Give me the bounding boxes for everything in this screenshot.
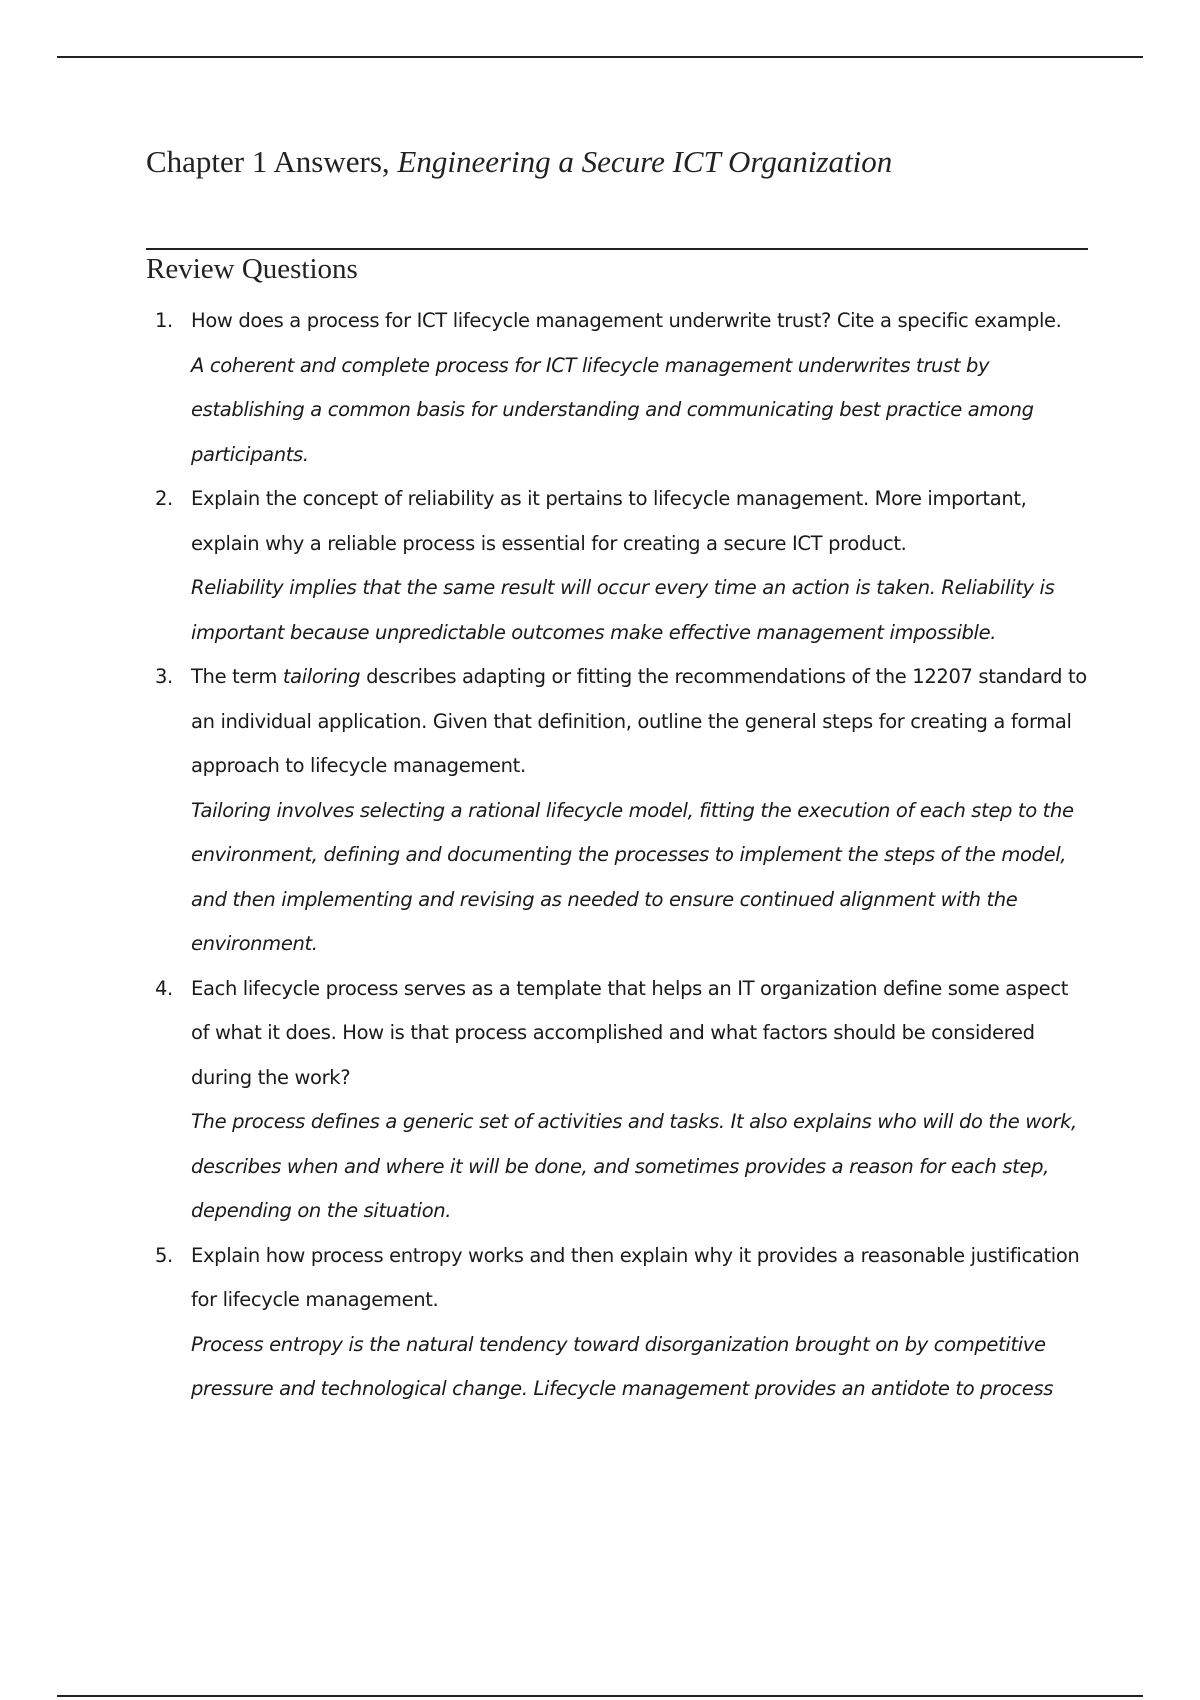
question-item-1 (146, 299, 1091, 477)
question-text: Explain the concept of reliability as it pertains to lifecycle management. More important, explain why a reliable process is essential for creating a secure ICT product. (191, 487, 1027, 555)
review-questions-list (146, 299, 1091, 1412)
question-text: How does a process for ICT lifecycle management underwrite trust? Cite a specific example. (191, 309, 1062, 332)
document-title (146, 142, 892, 182)
question-number: 5. (155, 1243, 173, 1267)
question-item-2 (146, 477, 1091, 655)
answer-text: Tailoring involves selecting a rational lifecycle model, fitting the execution of each step to the environment, defining and documenting the processes to implement the steps of the model, and then implementing and revising as needed to ensure continued alignment with the environment. (191, 798, 1074, 955)
page-bottom-rule (57, 1695, 1143, 1697)
question-item-4 (146, 967, 1091, 1234)
question-term-emphasis: tailoring (282, 665, 361, 688)
question-item-5 (146, 1234, 1091, 1412)
answer-text: Process entropy is the natural tendency toward disorganization brought on by competitive pressure and technological change. Lifecycle management provides an antidote to process (191, 1332, 1054, 1400)
title-plain: Chapter 1 Answers, (146, 144, 398, 179)
question-number: 3. (155, 665, 173, 688)
question-text-post: describes adapting or fitting the recommendations of the 12207 standard to an individual application. Given that definition, outline the general steps for creating a formal approach to lifecycle management. (191, 665, 1087, 777)
question-text: Explain how process entropy works and then explain why it provides a reasonable justification for lifecycle management. (191, 1243, 1080, 1311)
answer-text: A coherent and complete process for ICT lifecycle management underwrites trust by establishing a common basis for understanding and communicating best practice among participants. (191, 353, 1034, 466)
answer-text: The process defines a generic set of activities and tasks. It also explains who will do the work, describes when and where it will be done, and sometimes provides a reason for each step, depending on the situation. (191, 1110, 1077, 1222)
question-text (191, 655, 1091, 789)
question-text-pre: The term (191, 665, 283, 688)
question-item-3 (146, 655, 1091, 967)
page-top-rule (57, 56, 1143, 58)
question-number: 4. (155, 976, 173, 1000)
question-number: 1. (155, 309, 173, 332)
section-heading: Review Questions (146, 253, 358, 285)
title-book-name: Engineering a Secure ICT Organization (397, 144, 893, 179)
question-text: Each lifecycle process serves as a template that helps an IT organization define some aspect of what it does. How is that process accomplished and what factors should be considered during the work? (191, 976, 1068, 1089)
answer-text: Reliability implies that the same result will occur every time an action is taken. Reliability is important because unpredictable outcomes make effective management impossible. (191, 576, 1055, 644)
question-number: 2. (155, 487, 173, 510)
